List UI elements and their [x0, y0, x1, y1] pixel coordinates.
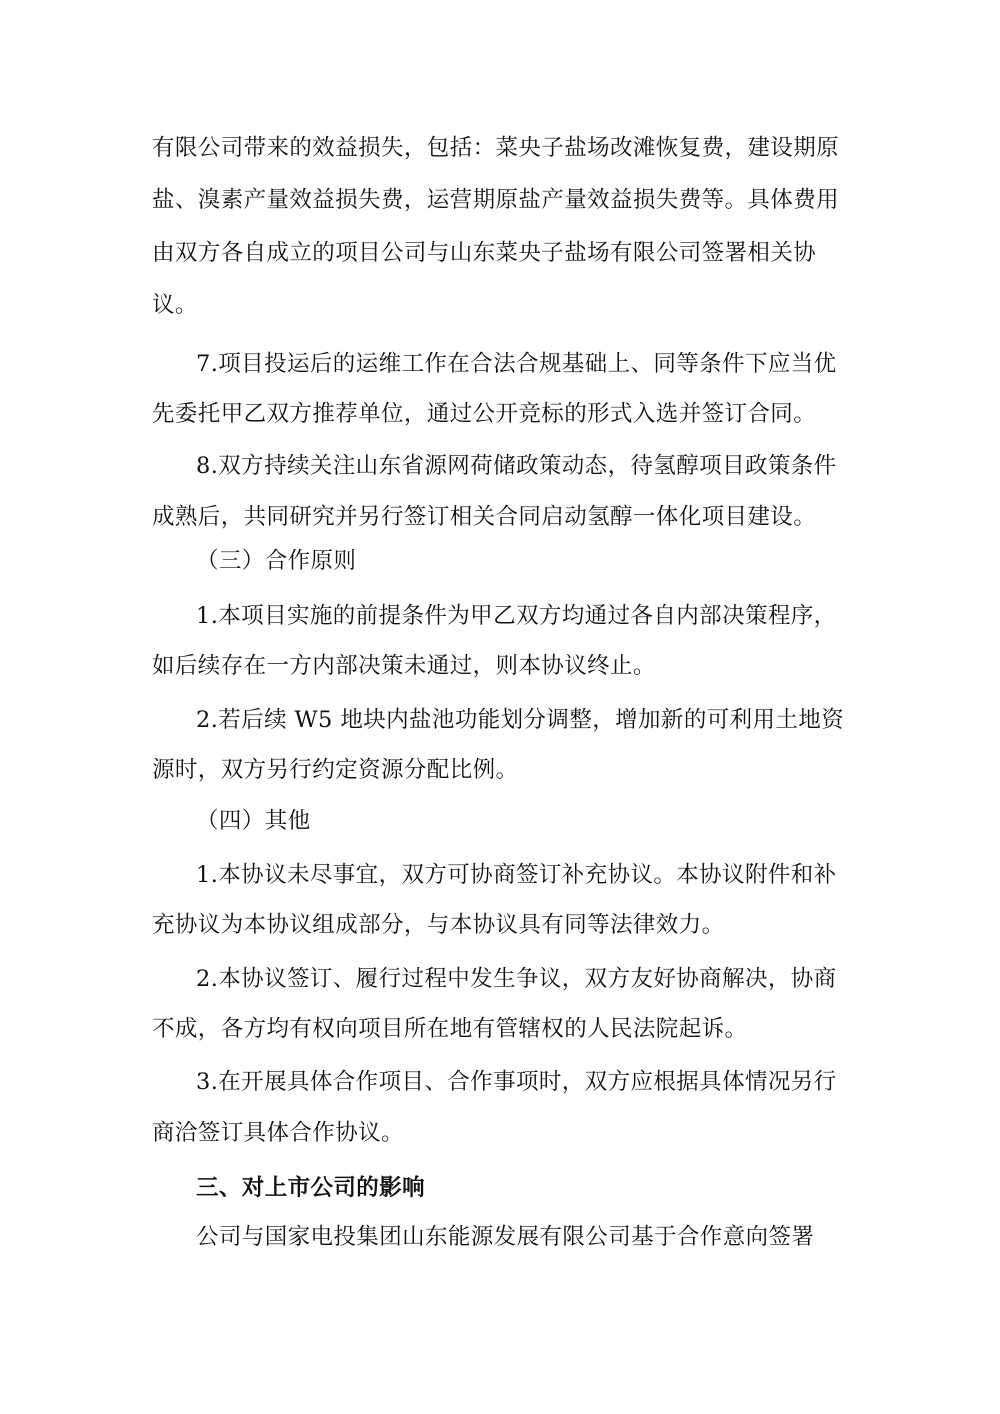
paragraph-line: 8.双方持续关注山东省源网荷储政策动态，待氢醇项目政策条件 [196, 453, 837, 479]
paragraph-line: 由双方各自成立的项目公司与山东菜央子盐场有限公司签署相关协 [152, 240, 817, 266]
paragraph-line: 议。 [152, 292, 198, 318]
paragraph-line: 公司与国家电投集团山东能源发展有限公司基于合作意向签署 [196, 1224, 815, 1250]
paragraph-line: 成熟后，共同研究并另行签订相关合同启动氢醇一体化项目建设。 [152, 504, 817, 530]
paragraph-line: 3.在开展具体合作项目、合作事项时，双方应根据具体情况另行 [196, 1069, 837, 1095]
paragraph-line: 先委托甲乙双方推荐单位，通过公开竞标的形式入选并签订合同。 [152, 401, 817, 427]
paragraph-line: 2.若后续 W5 地块内盐池功能划分调整，增加新的可利用土地资 [196, 707, 845, 733]
paragraph-line: 商洽签订具体合作协议。 [152, 1120, 404, 1146]
paragraph-line: 2.本协议签订、履行过程中发生争议，双方友好协商解决，协商 [196, 966, 837, 992]
chapter-heading: 三、对上市公司的影响 [196, 1175, 426, 1201]
paragraph-line: 1.本协议未尽事宜，双方可协商签订补充协议。本协议附件和补 [196, 862, 837, 888]
paragraph-line: 充协议为本协议组成部分，与本协议具有同等法律效力。 [152, 912, 725, 938]
paragraph-line: 7.项目投运后的运维工作在合法合规基础上、同等条件下应当优 [196, 351, 837, 377]
section-heading: （四）其他 [196, 808, 311, 834]
paragraph-line: 盐、溴素产量效益损失费，运营期原盐产量效益损失费等。具体费用 [152, 187, 840, 213]
paragraph-line: 源时，双方另行约定资源分配比例。 [152, 757, 519, 783]
paragraph-line: 不成，各方均有权向项目所在地有管辖权的人民法院起诉。 [152, 1016, 748, 1042]
paragraph-line: 1.本项目实施的前提条件为甲乙双方均通过各自内部决策程序， [196, 603, 837, 629]
section-heading: （三）合作原则 [196, 548, 357, 574]
paragraph-line: 有限公司带来的效益损失，包括：菜央子盐场改滩恢复费，建设期原 [152, 135, 840, 161]
paragraph-line: 如后续存在一方内部决策未通过，则本协议终止。 [152, 653, 656, 679]
